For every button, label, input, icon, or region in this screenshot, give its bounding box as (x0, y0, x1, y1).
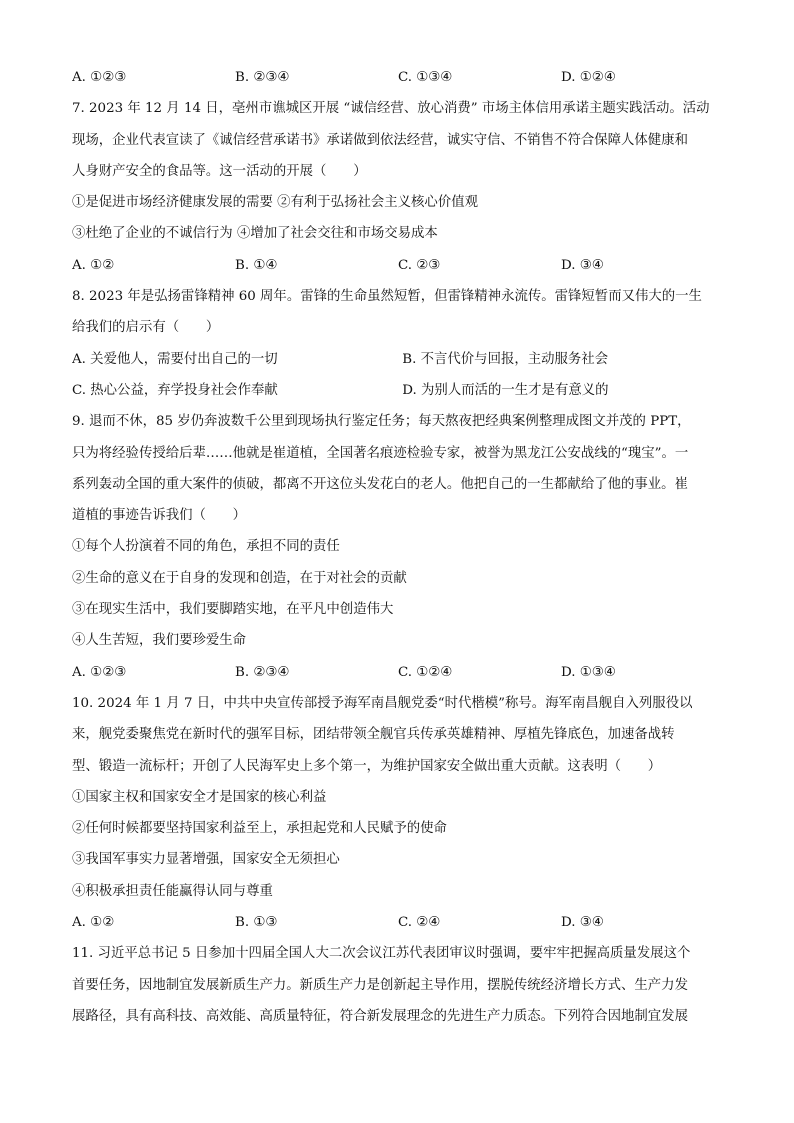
q9-option-a: A. ①②③ (72, 664, 127, 680)
q7-option-a: A. ①② (72, 257, 115, 273)
q8-option-b: B. 不言代价与回报，主动服务社会 (402, 351, 609, 367)
q8-option-a: A. 关爱他人，需要付出自己的一切 (72, 351, 278, 367)
q11-stem-line-2: 首要任务，因地制宜发展新质生产力。新质生产力是创新起主导作用，摆脱传统经济增长方式、生产力发 (72, 977, 688, 993)
q7-option-d: D. ③④ (561, 257, 604, 273)
q10-statement-2: ②任何时候都要坚持国家利益至上，承担起党和人民赋予的使命 (72, 821, 447, 837)
q9-statement-1: ①每个人扮演着不同的角色，承担不同的责任 (72, 539, 340, 555)
q9-stem-line-3: 系列轰动全国的重大案件的侦破，都离不开这位头发花白的老人。他把自己的一生都献给了他的事业。崔 (72, 476, 688, 492)
q8-stem-line-1: 8. 2023 年是弘扬雷锋精神 60 周年。雷锋的生命虽然短暂，但雷锋精神永流传。雷锋短暂而又伟大的一生 (72, 289, 702, 305)
q9-statement-4: ④人生苦短，我们要珍爱生命 (72, 633, 247, 649)
q9-stem-line-4: 道植的事迹告诉我们（ ） (72, 508, 247, 524)
q10-option-a: A. ①② (72, 915, 115, 931)
q9-statement-2: ②生命的意义在于自身的发现和创造，在于对社会的贡献 (72, 570, 407, 586)
q7-stem-line-2: 现场，企业代表宣读了《诚信经营承诺书》承诺做到依法经营，诚实守信、不销售不符合保障人体健康和 (72, 132, 688, 148)
q6-option-a: A. ①②③ (72, 70, 127, 85)
q10-options (72, 907, 724, 938)
q7-option-c: C. ②③ (398, 257, 441, 273)
q9-options (72, 657, 724, 688)
q8-option-c: C. 热心公益，弃学投身社会作奉献 (72, 382, 278, 398)
exam-page (72, 62, 724, 1032)
q10-statement-3: ③我国军事实力显著增强，国家安全无须担心 (72, 852, 340, 868)
q10-stem-line-1: 10. 2024 年 1 月 7 日，中共中央宣传部授予海军南昌舰党委“时代楷模”称号。海军南昌舰自入列服役以 (72, 695, 693, 711)
q7-option-b: B. ①④ (235, 257, 278, 273)
q7-statement-1: ①是促进市场经济健康发展的需要 ②有利于弘扬社会主义核心价值观 (72, 195, 478, 211)
q9-statement-3: ③在现实生活中，我们要脚踏实地，在平凡中创造伟大 (72, 602, 394, 618)
question-8 (72, 281, 724, 406)
q9-option-b: B. ②③④ (235, 664, 290, 680)
q7-stem-line-1: 7. 2023 年 12 月 14 日，亳州市谯城区开展 “诚信经营、放心消费” 市场主体信用承诺主题实践活动。活动 (72, 101, 710, 117)
q9-stem-line-1: 9. 退而不休，85 岁仍奔波数千公里到现场执行鉴定任务；每天熬夜把经典案例整理成图文并茂的 PPT， (72, 414, 691, 430)
q6-option-d: D. ①②④ (561, 70, 616, 85)
q8-options-row-2 (72, 375, 724, 406)
q11-stem-line-3: 展路径，具有高科技、高效能、高质量特征，符合新发展理念的先进生产力质态。下列符合因地制宜发展 (72, 1008, 688, 1024)
q10-stem-line-2: 来，舰党委聚焦党在新时代的强军目标，团结带领全舰官兵传承英雄精神、厚植先锋底色，加速备战转 (72, 727, 675, 743)
q11-stem-line-1: 11. 习近平总书记 5 日参加十四届全国人大二次会议江苏代表团审议时强调，要牢牢把握高质量发展这个 (72, 946, 691, 962)
q8-options-row-1 (72, 344, 724, 375)
q6-options (72, 62, 724, 93)
q7-stem-line-3: 人身财产安全的食品等。这一活动的开展（ ） (72, 163, 367, 179)
q9-option-d: D. ①③④ (561, 664, 616, 680)
q10-stem-line-3: 型、锻造一流标杆；开创了人民海军史上多个第一，为维护国家安全做出重大贡献。这表明（ ） (72, 758, 662, 774)
question-9 (72, 406, 724, 688)
q7-options (72, 250, 724, 281)
q6-option-b: B. ②③④ (235, 70, 290, 85)
q10-option-c: C. ②④ (398, 915, 441, 931)
q9-stem-line-2: 只为将经验传授给后辈……他就是崔道植，全国著名痕迹检验专家，被誉为黑龙江公安战线的“瑰宝”。一 (72, 445, 689, 461)
q9-option-c: C. ①②④ (398, 664, 453, 680)
question-7 (72, 93, 724, 281)
question-10 (72, 688, 724, 938)
question-11 (72, 938, 724, 1032)
q8-option-d: D. 为别人而活的一生才是有意义的 (402, 382, 609, 398)
q10-option-d: D. ③④ (561, 915, 604, 931)
q10-option-b: B. ①③ (235, 915, 278, 931)
q7-statement-2: ③杜绝了企业的不诚信行为 ④增加了社会交往和市场交易成本 (72, 226, 438, 242)
q6-option-c: C. ①③④ (398, 70, 453, 85)
q10-statement-4: ④积极承担责任能赢得认同与尊重 (72, 883, 273, 899)
q8-stem-line-2: 给我们的启示有（ ） (72, 320, 220, 336)
q10-statement-1: ①国家主权和国家安全才是国家的核心利益 (72, 789, 327, 805)
